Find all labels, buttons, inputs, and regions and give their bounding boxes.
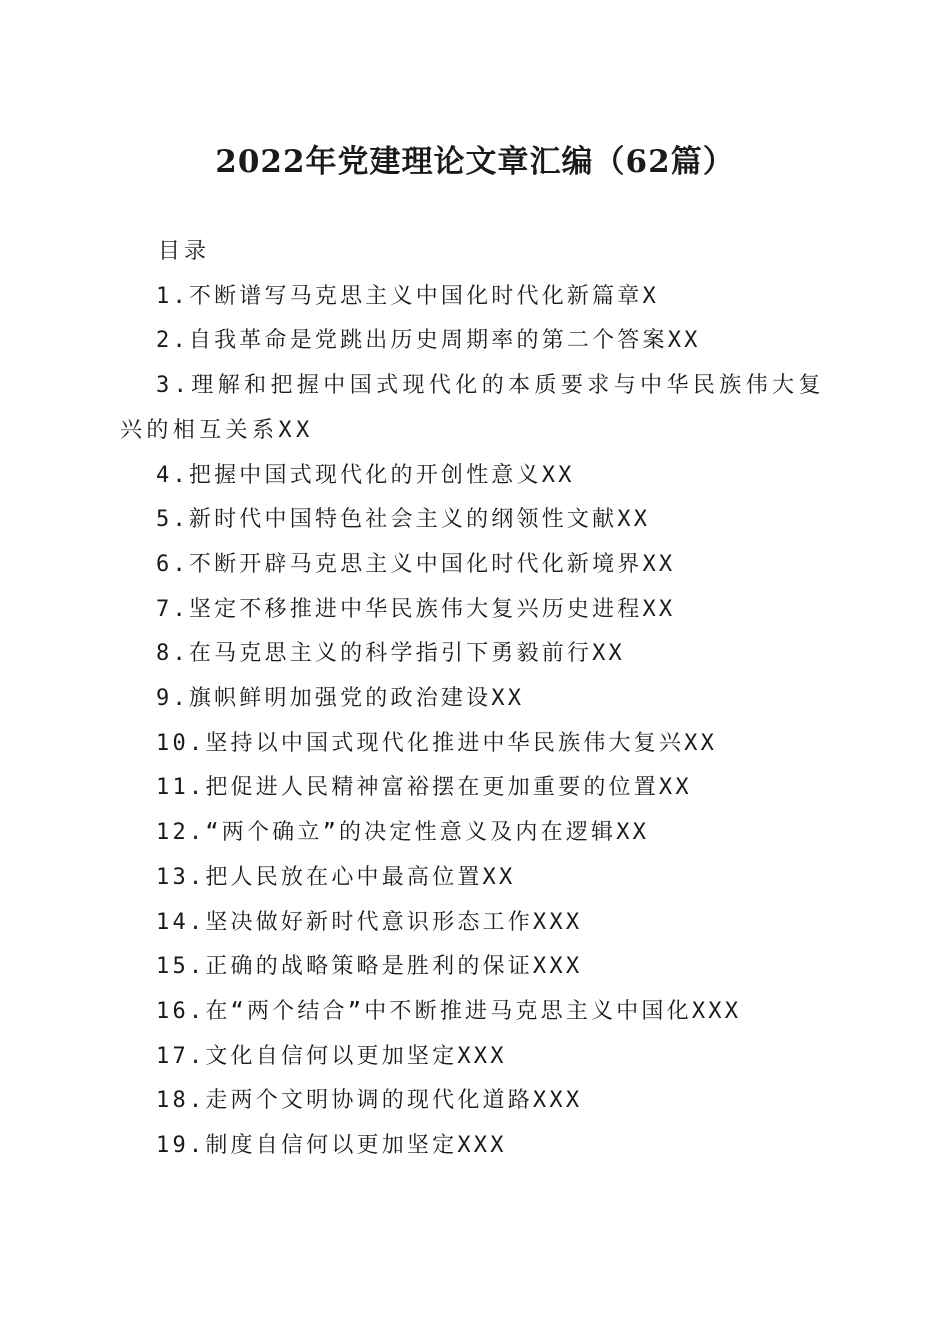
toc-item-4: 4.把握中国式现代化的开创性意义XX <box>156 462 575 488</box>
table-of-contents <box>120 230 840 1169</box>
toc-item-17: 17.文化自信何以更加坚定XXX <box>156 1043 507 1069</box>
toc-item-6: 6.不断开辟马克思主义中国化时代化新境界XX <box>156 551 676 577</box>
toc-item-8: 8.在马克思主义的科学指引下勇毅前行XX <box>156 641 625 667</box>
toc-item-7: 7.坚定不移推进中华民族伟大复兴历史进程XX <box>156 596 676 622</box>
toc-heading: 目录 <box>158 239 211 264</box>
toc-item-14: 14.坚决做好新时代意识形态工作XXX <box>156 909 583 935</box>
toc-item-3: 3.理解和把握中国式现代化的本质要求与中华民族伟大复兴的相互关系XX <box>120 373 825 443</box>
toc-item-11: 11.把促进人民精神富裕摆在更加重要的位置XX <box>156 775 692 801</box>
toc-item-15: 15.正确的战略策略是胜利的保证XXX <box>156 954 583 980</box>
document-title: 2022年党建理论文章汇编（62篇） <box>215 144 735 180</box>
toc-item-13: 13.把人民放在心中最高位置XX <box>156 864 516 890</box>
toc-item-18: 18.走两个文明协调的现代化道路XXX <box>156 1088 583 1114</box>
toc-item-1: 1.不断谱写马克思主义中国化时代化新篇章X <box>156 283 659 309</box>
toc-item-16: 16.在“两个结合”中不断推进马克思主义中国化XXX <box>156 998 742 1024</box>
toc-item-2: 2.自我革命是党跳出历史周期率的第二个答案XX <box>156 328 701 354</box>
toc-item-12: 12.“两个确立”的决定性意义及内在逻辑XX <box>156 820 650 846</box>
toc-item-9: 9.旗帜鲜明加强党的政治建设XX <box>156 686 525 712</box>
toc-item-10: 10.坚持以中国式现代化推进中华民族伟大复兴XX <box>156 730 718 756</box>
toc-item-5: 5.新时代中国特色社会主义的纲领性文献XX <box>156 507 651 533</box>
toc-item-19: 19.制度自信何以更加坚定XXX <box>156 1133 507 1159</box>
